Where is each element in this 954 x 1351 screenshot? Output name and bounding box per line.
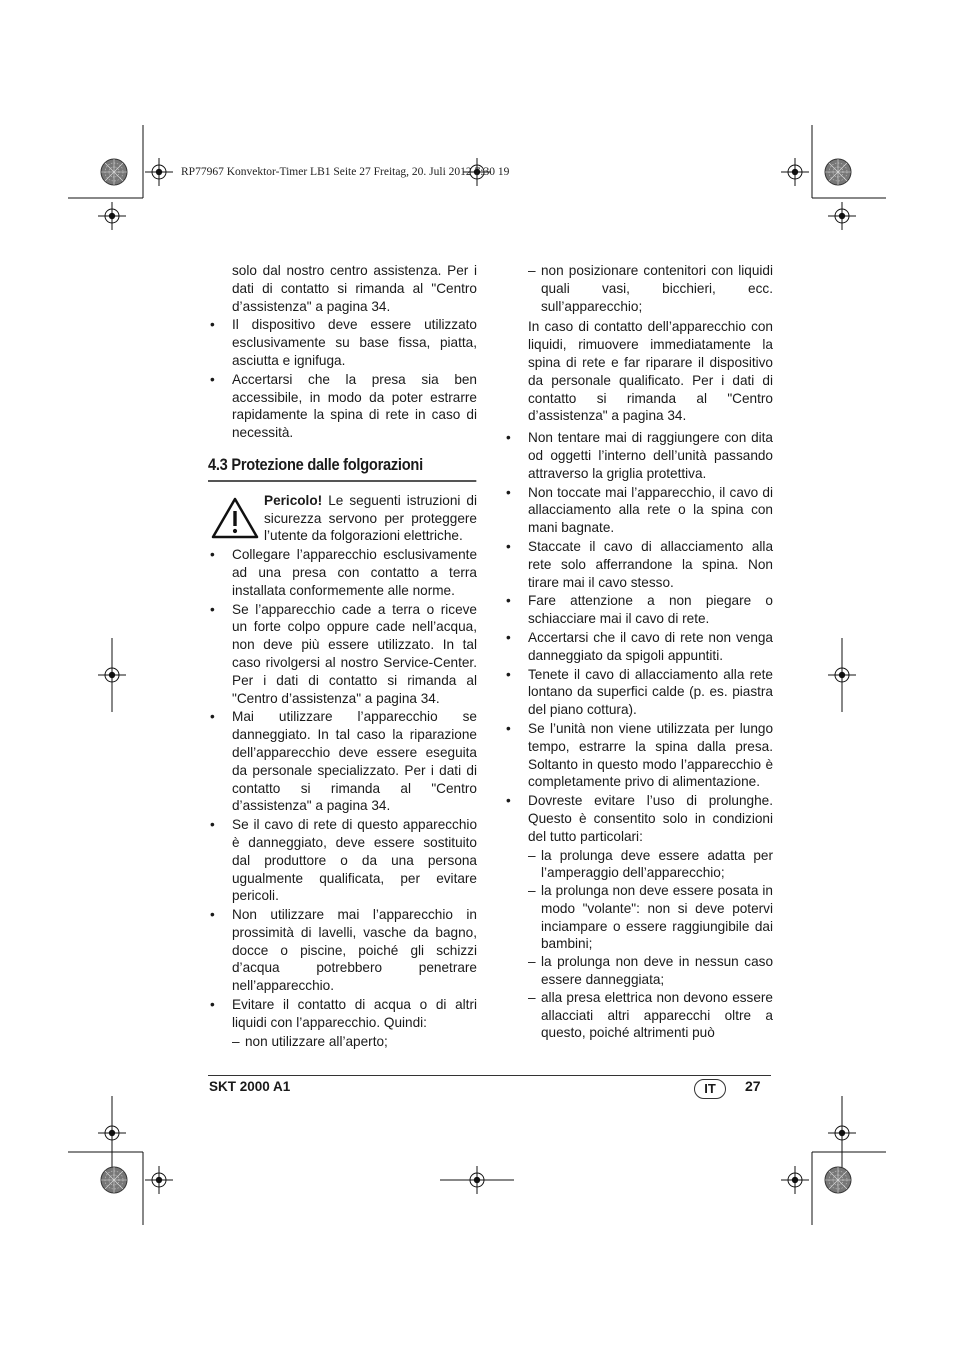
sub-list-item: – la prolunga deve essere adatta per l’amperaggio dell’apparecchio; [528, 847, 773, 881]
dash-icon: – [528, 263, 536, 278]
list-item: • Non utilizzare mai l’apparecchio in prossimità di lavelli, vasche da bagno, docce o piscine, poiché gli schizzi d’acqua potrebbero penetrare nell’apparecchio. [210, 907, 477, 994]
bullet-icon: • [506, 666, 511, 682]
bullet-icon: • [210, 371, 215, 387]
list-item: • Non tentare mai di raggiungere con dita od oggetti l’interno dell’unità passando attraverso la griglia protettiva. [506, 430, 773, 481]
bullet-icon: • [210, 997, 215, 1013]
sub-list-item: – alla presa elettrica non devono essere allacciati altri apparecchi oltre a questo, poiché altrimenti può [528, 989, 773, 1041]
print-slug-line: RP77967 Konvektor-Timer LB1 Seite 27 Freitag, 20. Juli 2012 7:30 19 [181, 166, 510, 178]
dash-icon: – [232, 1033, 240, 1049]
language-badge: IT [694, 1079, 726, 1099]
bullet-icon: • [210, 547, 215, 563]
bullet-icon: • [210, 317, 215, 333]
continued-paragraph: solo dal nostro centro assistenza. Per i dati di contatto si rimanda al "Centro d’assistenza" a pagina 34. [232, 263, 477, 314]
sub-list-item: – non posizionare contenitori con liquidi quali vasi, bicchieri, ecc. sull’apparecchio; [528, 263, 773, 314]
model-number: SKT 2000 A1 [209, 1079, 291, 1094]
bullet-icon: • [506, 593, 511, 609]
dash-icon: – [528, 954, 536, 970]
warning-triangle-icon [210, 496, 260, 540]
bullet-icon: • [506, 430, 511, 446]
dash-icon: – [528, 847, 536, 863]
left-column [208, 262, 477, 1050]
list-item: • Tenete il cavo di allacciamento alla rete lontano da superfici calde (p. es. piastra del piano cottura). [506, 666, 773, 718]
list-item: • Fare attenzione a non piegare o schiacciare mai il cavo di rete. [506, 593, 773, 627]
bullet-icon: • [506, 484, 511, 500]
list-item: • Collegare l’apparecchio esclusivamente ad una presa con contatto a terra installata conformemente alle norme. [210, 547, 477, 598]
list-item: • Se il cavo di rete di questo apparecchio è danneggiato, deve essere sostituito dal produttore o da una persona ugualmente qualificata, per evitare pericoli. [210, 817, 477, 904]
bullet-icon: • [210, 601, 215, 617]
paragraph: In caso di contatto dell’apparecchio con liquidi, rimuovere immediatamente la spina di rete e far riparare il dispositivo da personale qualificato. Per i dati di contatto si rimanda al "Centro d’assistenza" a pagina 34. [528, 319, 773, 424]
bullet-icon: • [210, 709, 215, 725]
list-item: • Non toccate mai l’apparecchio, il cavo di allacciamento alla rete o la spina con mani bagnate. [506, 484, 773, 536]
list-item: • Mai utilizzare l’apparecchio se danneggiato. In tal caso la riparazione dell’apparecchio deve essere eseguita da personale specializzato. Per i dati di contatto si rimanda al "Centro d’assistenza" a pagina 34. [210, 709, 477, 814]
list-item: • Accertarsi che la presa sia ben accessibile, in modo da poter estrarre rapidamente la spina di rete in caso di necessità. [210, 371, 477, 441]
bullet-icon: • [506, 720, 511, 736]
warning-label: Pericolo! [264, 492, 323, 508]
warning-text: Le seguenti istruzioni di sicurezza servono per proteggere l’utente da folgorazioni elettriche. [264, 492, 477, 544]
footer-rule [208, 1075, 771, 1076]
list-item: • Staccate il cavo di allacciamento alla rete solo afferrandone la spina. Non tirare mai il cavo stesso. [506, 538, 773, 590]
list-item: • Accertarsi che il cavo di rete non venga danneggiato da spigoli appuntiti. [506, 629, 773, 663]
right-column [504, 262, 773, 1042]
bullet-icon: • [210, 907, 215, 923]
dash-icon: – [528, 883, 536, 899]
list-item: • Se l’unità non viene utilizzata per lungo tempo, estrarre la spina dalla presa. Soltanto in questo modo l’apparecchio è completamente privo di alimentazione. [506, 720, 773, 790]
sub-list-item: – la prolunga non deve essere posata in modo "volante": non si deve potervi inciampare o essere raggiungibile dai bambini; [528, 883, 773, 952]
dash-icon: – [528, 989, 536, 1005]
bullet-icon: • [506, 538, 511, 554]
list-item: • Dovreste evitare l’uso di prolunghe. Questo è consentito solo in condizioni del tutto particolari: [506, 793, 773, 844]
sub-list-item: – la prolunga non deve in nessun caso essere danneggiata; [528, 954, 773, 988]
list-item: • Evitare il contatto di acqua o di altri liquidi con l’apparecchio. Quindi: [210, 997, 477, 1030]
list-item: • Se l’apparecchio cade a terra o riceve un forte colpo oppure cade nell’acqua, non deve più essere utilizzato. In tal caso rivolgersi al nostro Service-Center. Per i dati di contatto si rimanda al "Centro d’assistenza" a pagina 34. [210, 601, 477, 706]
bullet-icon: • [210, 817, 215, 833]
bullet-icon: • [506, 629, 511, 645]
list-item: • Il dispositivo deve essere utilizzato esclusivamente su base fissa, piatta, asciutta e ignifuga. [210, 317, 477, 368]
sub-list-item: – non utilizzare all’aperto; [232, 1033, 388, 1049]
danger-warning-box [208, 492, 477, 545]
page-number: 27 [745, 1078, 761, 1094]
bullet-icon: • [506, 793, 511, 809]
section-heading: 4.3 Protezione dalle folgorazioni [208, 456, 476, 482]
